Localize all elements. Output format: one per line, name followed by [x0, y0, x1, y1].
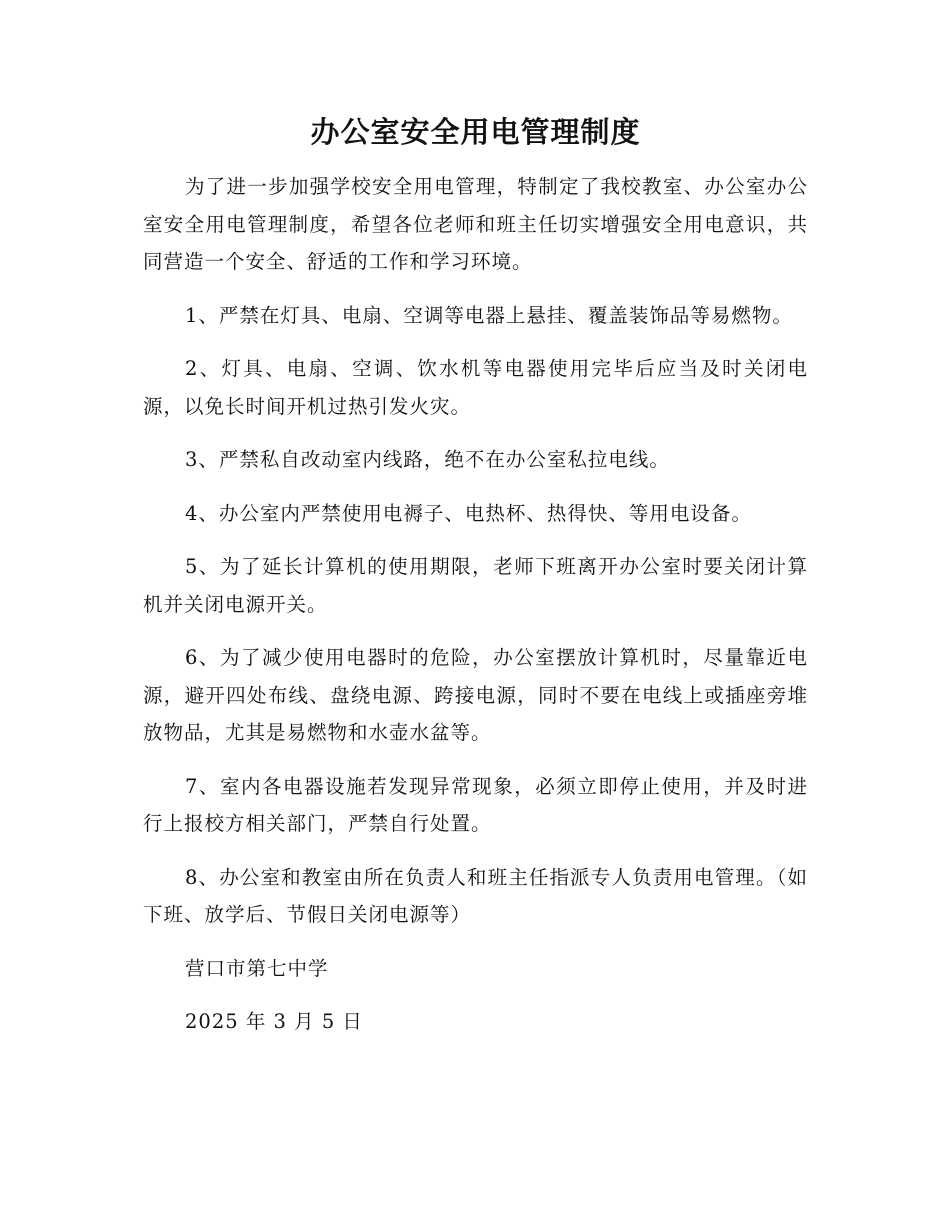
rule-item-8: 8、办公室和教室由所在负责人和班主任指派专人负责用电管理。（如下班、放学后、节假日关闭电源等）	[143, 865, 808, 926]
rule-item-7: 7、室内各电器设施若发现异常现象，必须立即停止使用，并及时进行上报校方相关部门，严禁自行处置。	[143, 774, 808, 835]
document-title: 办公室安全用电管理制度	[310, 115, 641, 149]
document-page	[143, 112, 808, 1041]
rule-item-2: 2、灯具、电扇、空调、饮水机等电器使用完毕后应当及时关闭电源，以免长时间开机过热引发火灾。	[143, 357, 808, 418]
signature-organization: 营口市第七中学	[185, 956, 329, 980]
rule-item-3: 3、严禁私自改动室内线路，绝不在办公室私拉电线。	[185, 448, 670, 471]
rule-item-4: 4、办公室内严禁使用电褥子、电热杯、热得快、等用电设备。	[185, 501, 752, 525]
document-date: 2025 年 3 月 5 日	[185, 1010, 363, 1033]
rule-item-5: 5、为了延长计算机的使用期限，老师下班离开办公室时要关闭计算机并关闭电源开关。	[143, 555, 808, 616]
rule-item-6: 6、为了减少使用电器时的危险，办公室摆放计算机时，尽量靠近电源，避开四处布线、盘绕电源、跨接电源，同时不要在电线上或插座旁堆放物品，尤其是易燃物和水壶水盆等。	[143, 646, 808, 744]
rule-item-1: 1、严禁在灯具、电扇、空调等电器上悬挂、覆盖装饰品等易燃物。	[185, 303, 793, 327]
intro-paragraph: 为了进一步加强学校安全用电管理，特制定了我校教室、办公室办公室安全用电管理制度，希望各位老师和班主任切实增强安全用电意识，共同营造一个安全、舒适的工作和学习环境。	[143, 175, 808, 273]
